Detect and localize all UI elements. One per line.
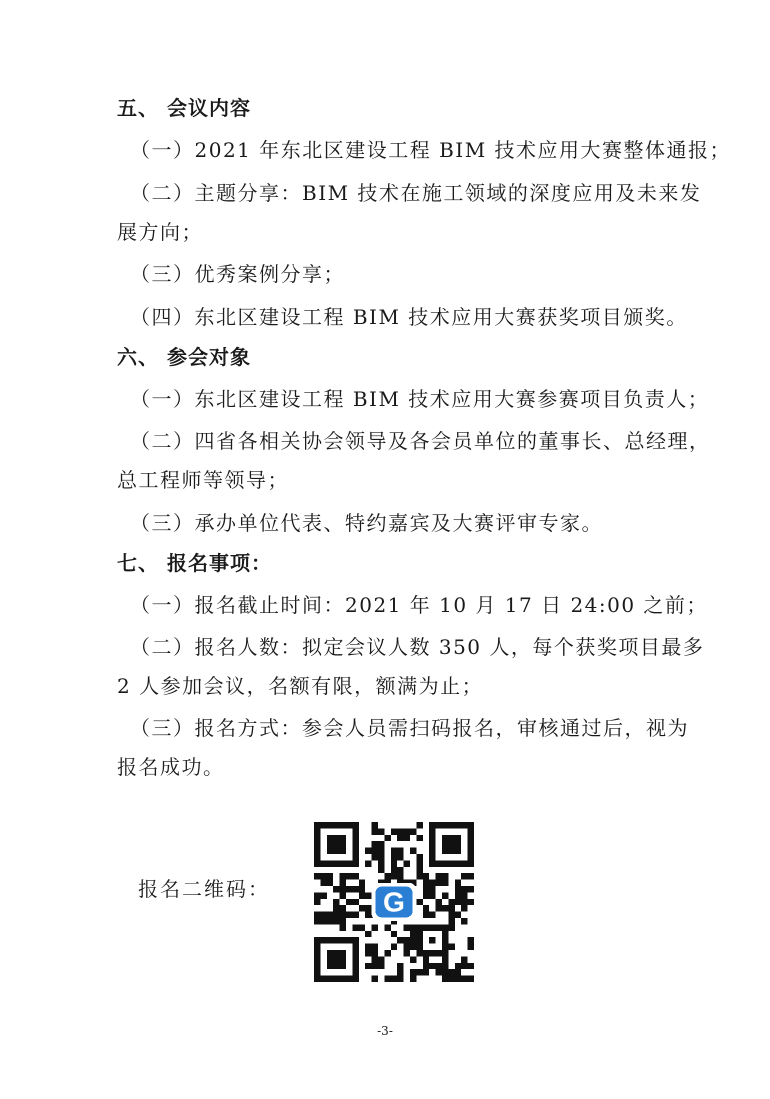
list-item-continuation: 报名成功。 xyxy=(117,755,225,779)
list-item: （二）四省各相关协会领导及各会员单位的董事长、总经理， xyxy=(130,429,711,453)
list-item: （三）报名方式：参会人员需扫码报名，审核通过后，视为 xyxy=(130,716,689,740)
list-item: （二）报名人数：拟定会议人数 350 人，每个获奖项目最多 xyxy=(130,635,705,659)
section-heading-meeting-content: 五、 会议内容 xyxy=(117,96,251,120)
list-item-continuation: 总工程师等领导； xyxy=(117,468,289,492)
section-heading-attendees: 六、 参会对象 xyxy=(117,345,251,369)
list-item: （三）承办单位代表、特约嘉宾及大赛评审专家。 xyxy=(130,511,603,535)
section-heading-registration: 七、 报名事项： xyxy=(117,551,272,575)
list-item: （二）主题分享：BIM 技术在施工领域的深度应用及未来发 xyxy=(130,181,702,205)
list-item-continuation: 2 人参加会议，名额有限，额满为止； xyxy=(117,674,484,698)
list-item: （四）东北区建设工程 BIM 技术应用大赛获奖项目颁奖。 xyxy=(130,305,688,329)
registration-qr-code[interactable] xyxy=(314,822,474,982)
page-number: -3- xyxy=(377,1024,393,1038)
list-item: （三）优秀案例分享； xyxy=(130,262,345,286)
list-item-continuation: 展方向； xyxy=(117,220,203,244)
list-item: （一）2021 年东北区建设工程 BIM 技术应用大赛整体通报； xyxy=(130,138,732,162)
qr-logo-letter: G xyxy=(383,886,405,918)
list-item: （一）报名截止时间：2021 年 10 月 17 日 24:00 之前； xyxy=(130,593,708,617)
qr-code-label: 报名二维码： xyxy=(138,877,270,901)
list-item: （一）东北区建设工程 BIM 技术应用大赛参赛项目负责人； xyxy=(130,387,710,411)
